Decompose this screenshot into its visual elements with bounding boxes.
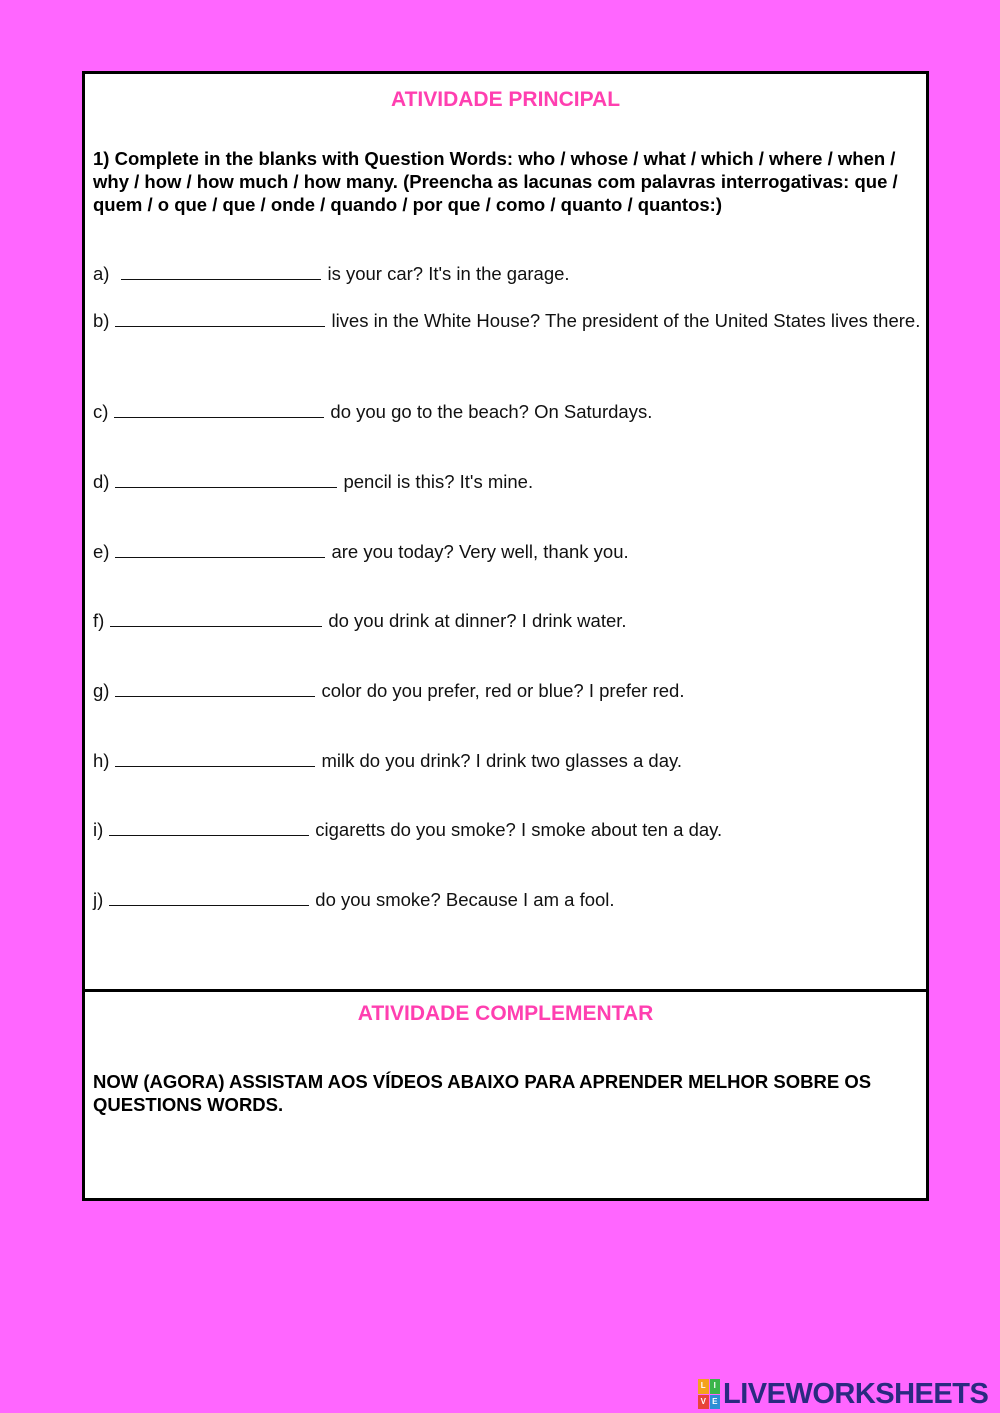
- exercise-item-f: f) do you drink at dinner? I drink water.: [93, 610, 627, 631]
- answer-blank[interactable]: [109, 888, 309, 906]
- answer-blank[interactable]: [121, 262, 321, 280]
- worksheet: [82, 71, 929, 1201]
- answer-blank[interactable]: [109, 818, 309, 836]
- exercise-item-a: a) is your car? It's in the garage.: [93, 263, 570, 284]
- section-title-complementar: ATIVIDADE COMPLEMENTAR: [357, 1002, 654, 1025]
- exercise-item-d: d) pencil is this? It's mine.: [93, 471, 534, 492]
- liveworksheets-brand[interactable]: [698, 1378, 988, 1410]
- instruction-text: 1) Complete in the blanks with Question Words: who / whose / what / which / where / when / why / how / how much / how many. (Preencha as lacunas com palavras interrogativas: que / quem / o que / que / onde / quando / por que / como / quanto / quantos:): [93, 148, 898, 215]
- exercise-item-e: e) are you today? Very well, thank you.: [93, 541, 629, 562]
- liveworksheets-logo-icon: L I V E: [698, 1379, 720, 1409]
- exercise-item-g: g) color do you prefer, red or blue? I prefer red.: [93, 680, 685, 701]
- brand-name: LIVEWORKSHEETS: [723, 1377, 989, 1410]
- main-activity-section: [85, 74, 926, 989]
- answer-blank[interactable]: [114, 400, 324, 418]
- answer-blank[interactable]: [110, 609, 322, 627]
- video-instruction-text: NOW (AGORA) ASSISTAM AOS VÍDEOS ABAIXO PARA APRENDER MELHOR SOBRE OS QUESTIONS WORDS.: [93, 1071, 872, 1115]
- answer-blank[interactable]: [115, 540, 325, 558]
- exercise-item-h: h) milk do you drink? I drink two glasses a day.: [93, 750, 683, 771]
- answer-blank[interactable]: [115, 679, 315, 697]
- exercise-item-b: b) lives in the White House? The president of the United States lives there.: [93, 310, 921, 331]
- section-title-principal: ATIVIDADE PRINCIPAL: [390, 88, 621, 111]
- answer-blank[interactable]: [115, 749, 315, 767]
- exercise-item-i: i) cigaretts do you smoke? I smoke about ten a day.: [93, 819, 723, 840]
- exercise-item-c: c) do you go to the beach? On Saturdays.: [93, 401, 653, 422]
- exercise-item-j: j) do you smoke? Because I am a fool.: [93, 889, 615, 910]
- answer-blank[interactable]: [115, 470, 337, 488]
- answer-blank[interactable]: [115, 309, 325, 327]
- complementary-activity-section: [85, 992, 926, 1198]
